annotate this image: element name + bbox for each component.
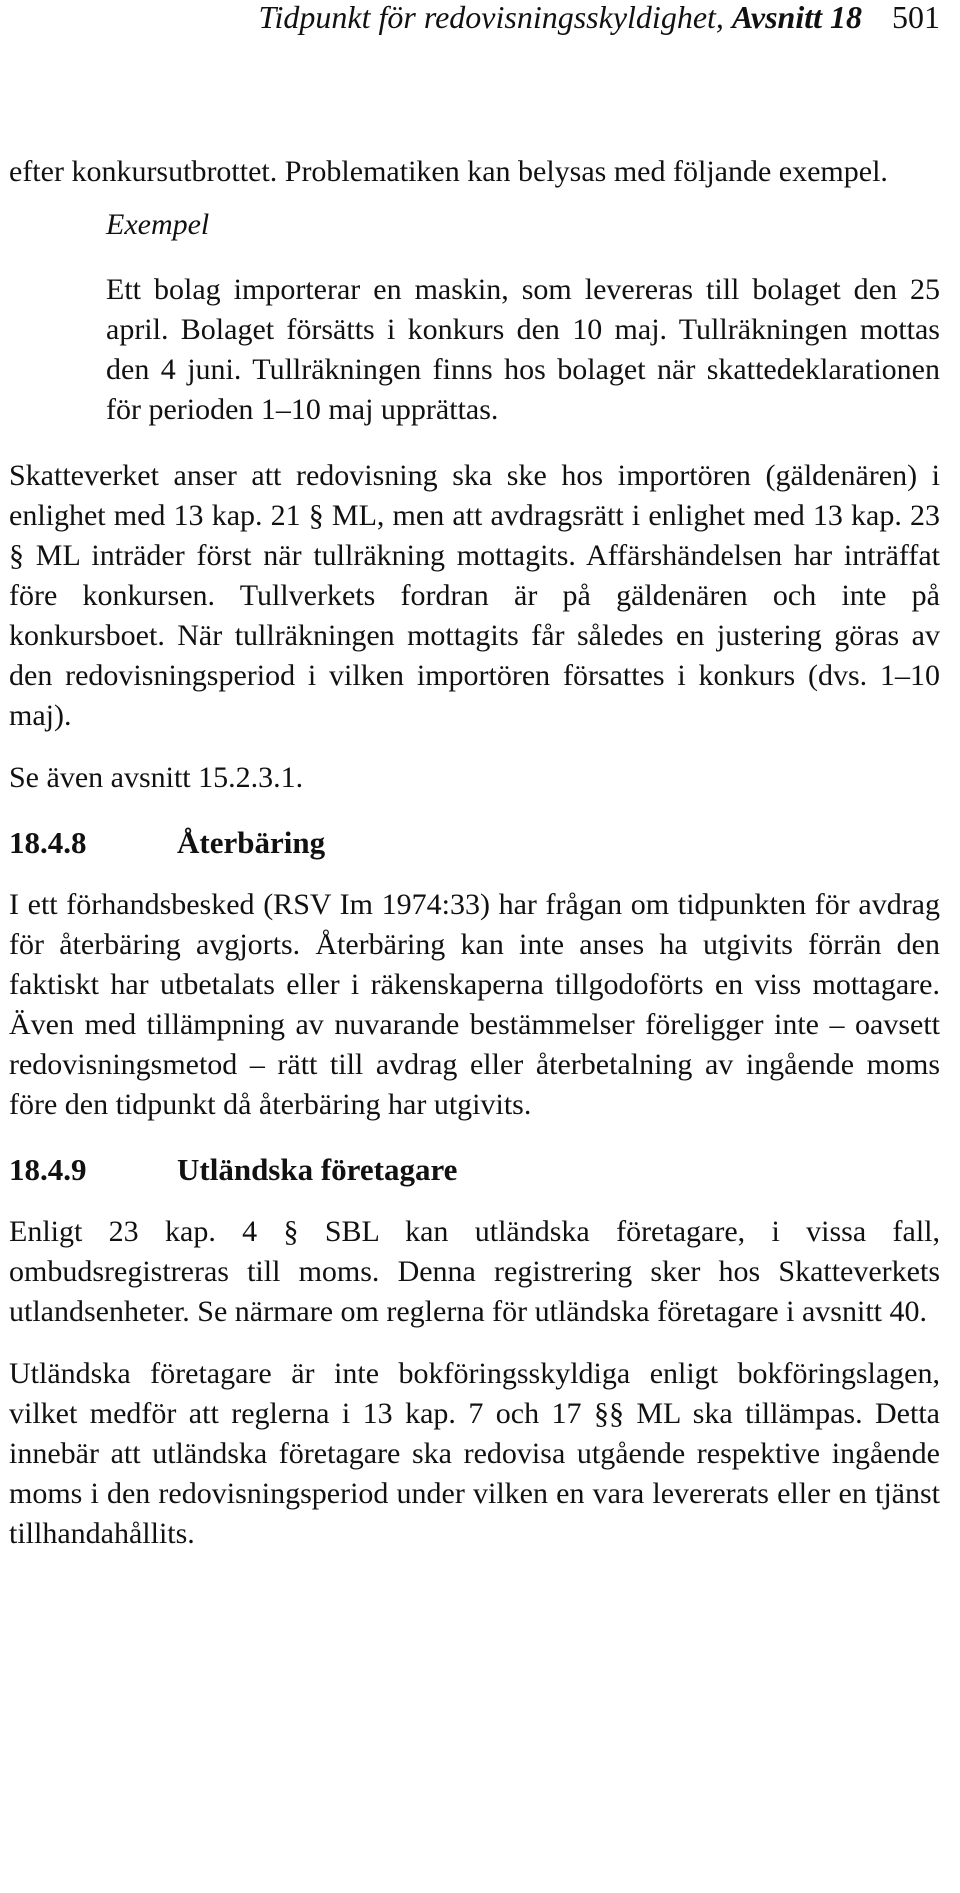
page-number: 501 — [892, 0, 940, 35]
section-number: 18.4.8 — [9, 825, 87, 860]
skatteverket-paragraph: Skatteverket anser att redovisning ska ske hos importören (gäldenären) i enlighet med 13 kap. 21 § ML, men att avdragsrätt i enlighet med 13 kap. 23 § ML inträder först när tullräkning mottagits. Affärshändelsen har inträffat före konkursen. Tullverkets fordran är på gäldenären och inte på konkursboet. När tullräkningen mottagits får således en justering göras av den redovisningsperiod i vilken importören försattes i konkurs (dvs. 1–10 maj). — [9, 459, 940, 732]
header-title — [258, 0, 862, 35]
section-18-4-8-paragraph: I ett förhandsbesked (RSV Im 1974:33) har frågan om tidpunkten för avdrag för återbäring avgjorts. Återbäring kan inte anses ha utgivits förrän den faktiskt har utbetalats eller i räkenskaperna tillgodoförts en viss mottagare. Även med tillämpning av nuvarande bestämmelser föreligger inte – oavsett redovisningsmetod – rätt till avdrag eller återbetalning av ingående moms före den tidpunkt då återbäring har utgivits. — [9, 888, 940, 1121]
section-title: Utländska företagare — [177, 1152, 458, 1187]
example-text: Ett bolag importerar en maskin, som levereras till bolaget den 25 april. Bolaget försätts i konkurs den 10 maj. Tullräkningen mottas den 4 juni. Tullräkningen finns hos bolaget när skattedeklarationen för perioden 1–10 maj upprättas. — [106, 273, 940, 426]
section-number: 18.4.9 — [9, 1152, 87, 1187]
running-header — [0, 0, 940, 40]
example-label: Exempel — [106, 208, 210, 241]
section-title: Återbäring — [177, 825, 326, 860]
intro-paragraph: efter konkursutbrottet. Problematiken kan belysas med följande exempel. — [9, 155, 888, 188]
section-heading-18-4-9 — [9, 1150, 940, 1190]
see-also-reference: Se även avsnitt 15.2.3.1. — [9, 761, 304, 794]
header-section-label: Avsnitt 18 — [731, 0, 862, 35]
document-body — [9, 152, 940, 1554]
example-block — [106, 205, 940, 430]
section-18-4-9-paragraph-1: Enligt 23 kap. 4 § SBL kan utländska företagare, i vissa fall, ombudsregistreras till moms. Denna registrering sker hos Skatteverkets utlandsenheter. Se närmare om reglerna för utländska företagare i avsnitt 40. — [9, 1215, 940, 1328]
section-heading-18-4-8 — [9, 823, 940, 863]
section-18-4-9-paragraph-2: Utländska företagare är inte bokföringsskyldiga enligt bokföringslagen, vilket medför att reglerna i 13 kap. 7 och 17 §§ ML ska tillämpas. Detta innebär att utländska företagare ska redovisa utgående respektive ingående moms i den redovisningsperiod under vilken en vara levererats eller en tjänst tillhandahållits. — [9, 1357, 940, 1550]
header-title-prefix: Tidpunkt för redovisningsskyldighet, — [258, 0, 732, 35]
